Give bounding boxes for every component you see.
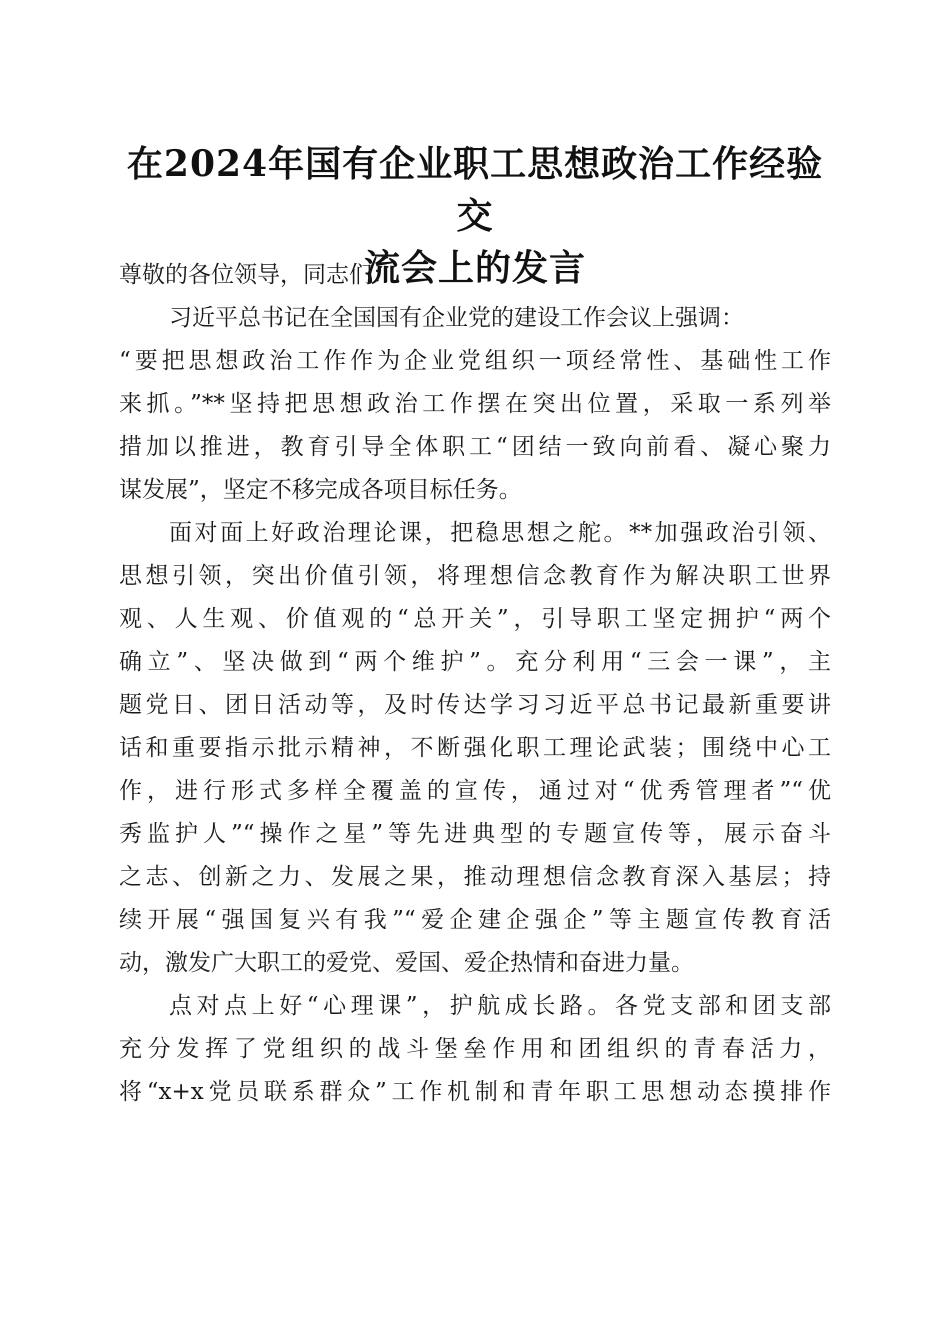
paragraph-line: 来抓。”**坚持把思想政治工作摆在突出位置，采取一系列举: [119, 391, 831, 417]
paragraph-line: 将“x+x党员联系群众”工作机制和青年职工思想动态摸排作: [119, 1079, 831, 1105]
title-line-1: 在2024年国有企业职工思想政治工作经验交: [126, 143, 824, 237]
paragraph-line: 习近平总书记在全国国有企业党的建设工作会议上强调：: [169, 305, 744, 331]
paragraph-line: “要把思想政治工作作为企业党组织一项经常性、基础性工作: [119, 348, 831, 374]
salutation: 尊敬的各位领导，同志们：: [119, 262, 395, 288]
paragraph-line: 措加以推进，教育引导全体职工“团结一致向前看、凝心聚力: [119, 434, 831, 460]
paragraph-line: 作，进行形式多样全覆盖的宣传，通过对“优秀管理者”“优: [119, 778, 831, 804]
paragraph-line: 点对点上好“心理课”，护航成长路。各党支部和团支部: [169, 993, 831, 1019]
paragraph-line: 观、人生观、价值观的“总开关”，引导职工坚定拥护“两个: [119, 606, 831, 632]
paragraph-line: 谋发展”，坚定不移完成各项目标任务。: [119, 477, 522, 503]
title-line-2: 流会上的发言: [363, 247, 586, 289]
paragraph-line: 之志、创新之力、发展之果，推动理想信念教育深入基层；持: [119, 864, 831, 890]
paragraph-line: 动，激发广大职工的爱党、爱国、爱企热情和奋进力量。: [119, 950, 694, 976]
paragraph-line: 确立”、坚决做到“两个维护”。充分利用“三会一课”，主: [119, 649, 831, 675]
paragraph-line: 思想引领，突出价值引领，将理想信念教育作为解决职工世界: [119, 563, 831, 589]
paragraph-1: [119, 297, 831, 512]
paragraph-3: [119, 985, 831, 1114]
paragraph-2: [119, 512, 831, 985]
paragraph-line: 题党日、团日活动等，及时传达学习习近平总书记最新重要讲: [119, 692, 831, 718]
paragraph-line: 充分发挥了党组织的战斗堡垒作用和团组织的青春活力，: [119, 1036, 831, 1062]
paragraph-line: 面对面上好政治理论课，把稳思想之舵。**加强政治引领、: [169, 520, 831, 546]
paragraph-line: 秀监护人”“操作之星”等先进典型的专题宣传等，展示奋斗: [119, 821, 831, 847]
paragraph-line: 续开展“强国复兴有我”“爱企建企强企”等主题宣传教育活: [119, 907, 831, 933]
document-body: [119, 254, 831, 1114]
paragraph-line: 话和重要指示批示精神，不断强化职工理论武装；围绕中心工: [119, 735, 831, 761]
